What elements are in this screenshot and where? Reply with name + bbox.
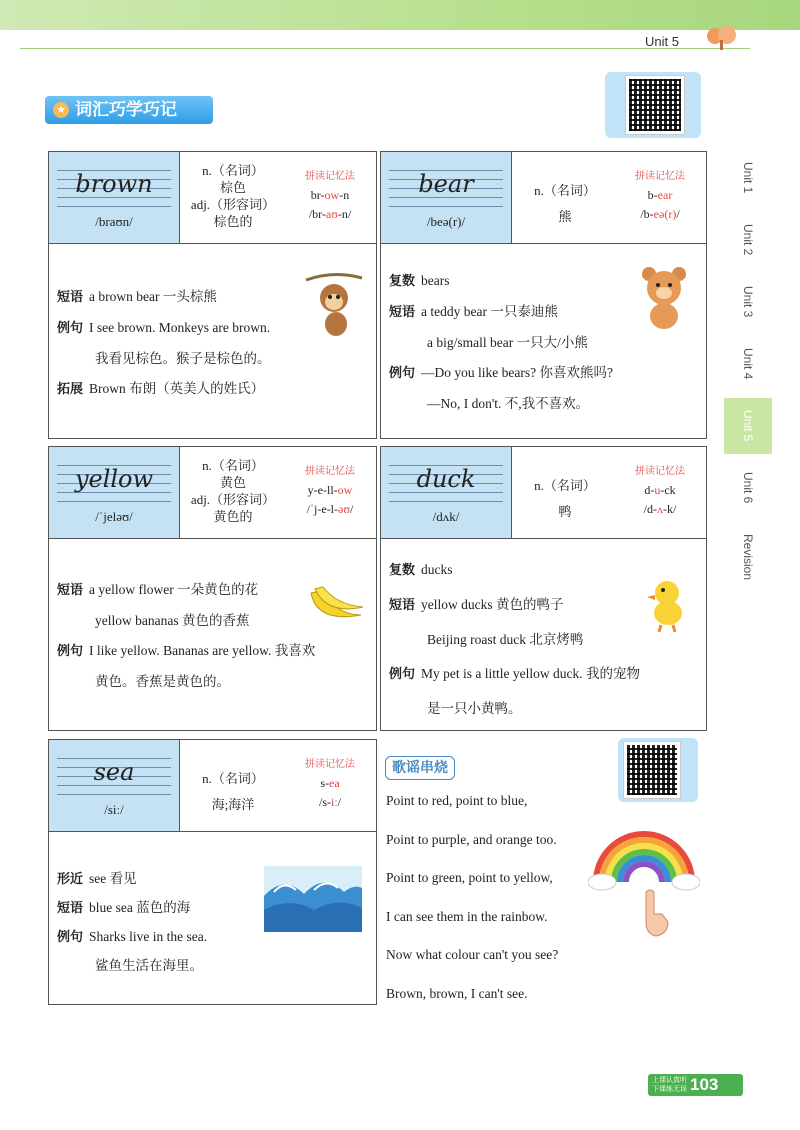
vocab-card-yellow [48,446,377,731]
qr-code-icon[interactable] [626,76,684,134]
page-footer: 上课认真听 下课练无误 103 [648,1074,743,1096]
card-body: 短语 a brown bear 一头棕熊 例句 I see brown. Monkeys are brown. 我看见棕色。猴子是棕色的。 拓展 Brown 布朗（英美人的姓氏） [57,289,271,397]
lyric-line: Brown, brown, I can't see. [386,985,528,1001]
lyric-line: Point to red, point to blue, [386,793,528,808]
top-band [0,0,800,30]
definition: n.（名词） 鸭 [534,478,596,519]
section-title-text: 词汇巧学巧记 [75,100,177,120]
tab-unit-6[interactable]: Unit 6 [741,472,755,504]
card-header [381,152,706,244]
memory-tag: 拼读记忆法 [305,466,355,477]
memory-method: 拼读记忆法 s-ea /s-iː/ [285,754,375,812]
card-body: 短语 a yellow flower 一朵黄色的花 yellow bananas 黄色的香蕉 例句 I like yellow. Bananas are yellow. 我喜欢 黄色。香蕉是黄色的。 [57,582,316,689]
definition: n.（名词） 熊 [534,183,596,224]
card-body: 形近 see 看见 短语 blue sea 蓝色的海 例句 Sharks live in the sea. 鲨鱼生活在海里。 [57,871,208,973]
header-rule [20,48,750,49]
word: yellow [74,465,154,493]
card-header [381,447,706,539]
definition: n.（名词） 海;海洋 [202,771,264,812]
unit-label: Unit 5 [645,34,679,49]
song-section-title: 歌谣串烧 [385,756,455,780]
word-box [49,447,180,538]
tree-icon [705,26,741,50]
page-number: 103 [690,1075,719,1094]
word-box [49,152,180,243]
card-header [49,447,376,539]
lyric-line: Point to green, point to yellow, [386,870,553,885]
phonetic: /beə(r)/ [426,214,466,229]
duck-illustration [647,577,689,633]
word: sea [93,758,135,786]
memory-tag: 拼读记忆法 [305,759,355,770]
phonetic: /braʊn/ [95,214,133,229]
tab-unit-1[interactable]: Unit 1 [741,162,755,194]
lyric-line: Point to purple, and orange too. [386,831,557,847]
memory-method: 拼读记忆法 br-ow-n /br-aʊ-n/ [285,166,375,224]
star-icon: ★ [53,102,69,118]
word-box [381,152,512,243]
definition: n.（名词） 棕色 adj.（形容词） 棕色的 [190,163,276,229]
lyric-line: I can see them in the rainbow. [386,908,548,924]
monkey-illustration [304,270,364,340]
word-box [49,740,180,831]
tab-revision[interactable]: Revision [741,533,755,581]
word: bear [418,170,474,198]
phonetic: /dʌk/ [432,509,460,524]
card-header [49,740,376,832]
memory-method: 拼读记忆法 b-ear /b-eə(r)/ [615,166,705,224]
tab-unit-5[interactable]: Unit 5 [724,398,772,454]
tab-unit-2[interactable]: Unit 2 [741,224,755,256]
section-title [45,96,213,124]
memory-method: 拼读记忆法 d-u-ck /d-ʌ-k/ [615,461,705,519]
word: brown [75,170,153,198]
vocab-card-duck [380,446,707,731]
banana-illustration [307,585,365,629]
qr-code-song-icon[interactable] [624,742,680,798]
tab-unit-3[interactable]: Unit 3 [741,286,755,318]
card-body: 复数 ducks 短语 yellow ducks 黄色的鸭子 Beijing roast duck 北京烤鸭 例句 My pet is a little yellow duck. 我的宠物 是一只小黄鸭。 [389,562,640,716]
vocab-card-sea [48,739,377,1005]
vocab-card-bear [380,151,707,439]
lyric-line: Now what colour can't you see? [386,947,559,962]
memory-method: 拼读记忆法 y-e-ll-ow /ˈj-e-l-əʊ/ [285,461,375,519]
word: duck [416,465,476,493]
memory-tag: 拼读记忆法 [305,171,355,182]
card-body: 复数 bears 短语 a teddy bear 一只泰迪熊 a big/small bear 一只大/小熊 例句 —Do you like bears? 你喜欢熊吗? —No, I don't. 不,我不喜欢。 [389,273,613,411]
word-box [381,447,512,538]
card-header [49,152,376,244]
song-lyrics [386,782,558,1013]
teddy-bear-illustration [639,264,689,330]
vocab-card-brown [48,151,377,439]
sea-wave-illustration [264,866,362,932]
phonetic: /siː/ [104,802,124,817]
definition: n.（名词） 黄色 adj.（形容词） 黄色的 [190,458,276,524]
rainbow-illustration [588,822,700,942]
memory-tag: 拼读记忆法 [635,171,685,182]
tab-unit-4[interactable]: Unit 4 [741,348,755,380]
memory-tag: 拼读记忆法 [635,466,685,477]
phonetic: /ˈjeləʊ/ [95,509,133,524]
